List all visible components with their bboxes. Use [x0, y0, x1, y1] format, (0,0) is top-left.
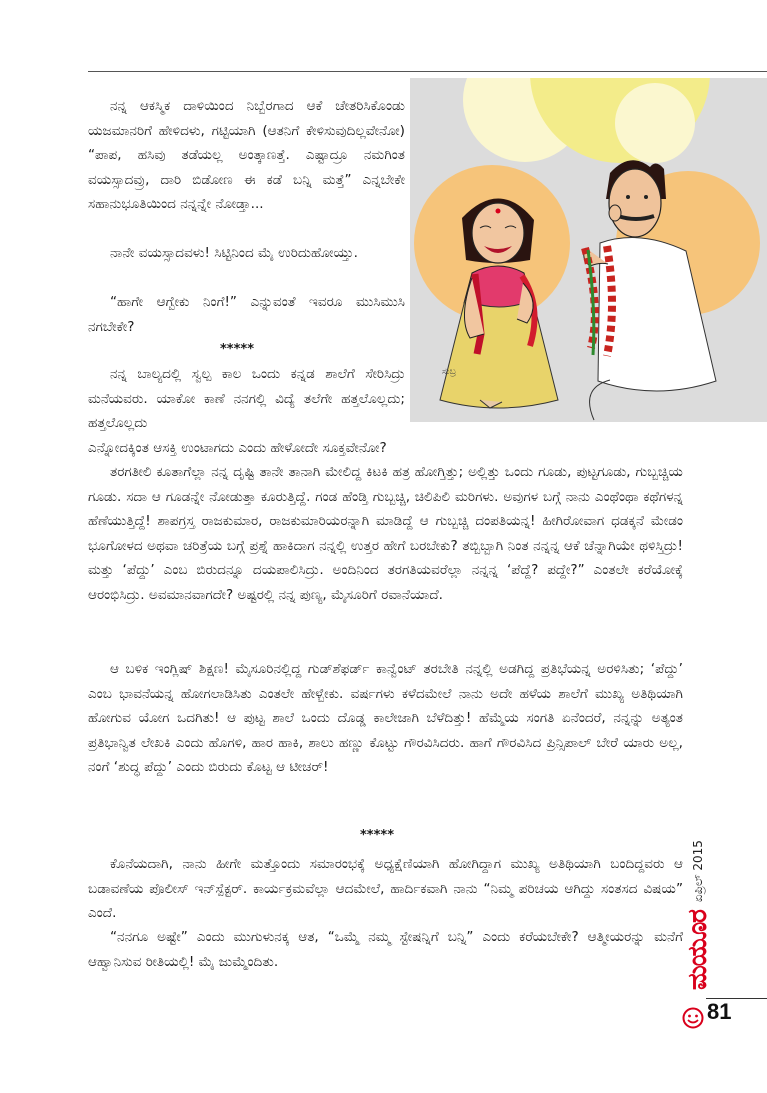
magazine-name: ಮಯೂರ: [683, 910, 713, 990]
paragraph-4-continued: ಎನ್ನೋದಕ್ಕಿಂತ ಆಸಕ್ತಿ ಉಂಟಾಗದು ಎಂದು ಹೇಳೋದೇ ಸೂಕ್ತವೇನೋ?: [88, 440, 387, 456]
section-separator-1: *****: [220, 342, 254, 357]
paragraph-2: ನಾನೇ ವಯಸ್ಸಾದವಳು! ಸಿಟ್ಟಿನಿಂದ ಮೈ ಉರಿದುಹೋಯ್ತು.: [110, 245, 358, 261]
page-number: 81: [707, 999, 732, 1024]
paragraph-1: ನನ್ನ ಆಕಸ್ಮಿಕ ದಾಳಿಯಿಂದ ನಿಬ್ಬೆರಗಾದ ಆಕೆ ಚೇತರಿಸಿಕೊಂಡು ಯಜಮಾನರಿಗೆ ಹೇಳಿದಳು, ಗಟ್ಟಿಯಾಗಿ (ಆತನಿಗೆ ಕೇಳಿಸುವುದಿಲ್ಲವೇನೋ) “ಪಾಪ, ಹಸಿವು ತಡೆಯಲ್ಲ ಅಂತ್ಕಾಣತ್ತೆ. ಎಷ್ಟಾದ್ರೂ ನಮಗಿಂತ ವಯಸ್ಸಾದವ್ರು, ದಾರಿ ಬಿಡೋಣ ಈ ಕಡೆ ಬನ್ನಿ ಮತ್ತೆ” ಎನ್ನಬೇಕೇ ಸಹಾನುಭೂತಿಯಿಂದ ನನ್ನನ್ನೇ ನೋಡ್ತಾ...: [88, 98, 405, 213]
paragraph-7: ಕೊನೆಯದಾಗಿ, ನಾನು ಹೀಗೇ ಮತ್ತೊಂದು ಸಮಾರಂಭಕ್ಕೆ ಅಧ್ಯಕ್ಷೆಣಿಯಾಗಿ ಹೋಗಿದ್ದಾಗ ಮುಖ್ಯ ಅತಿಥಿಯಾಗಿ ಬಂದಿದ್ದವರು ಆ ಬಡಾವಣೆಯ ಪೊಲೀಸ್ ಇನ್‌ಸ್ಪೆಕ್ಟರ್. ಕಾರ್ಯಕ್ರಮವೆಲ್ಲಾ ಆದಮೇಲೆ, ಹಾರ್ದಿಕವಾಗಿ ನಾನು “ನಿಮ್ಮ ಪರಿಚಯ ಆಗಿದ್ದು ಸಂತಸದ ವಿಷಯ” ಎಂದೆ.: [88, 856, 683, 922]
deco-circle-pale-2: [615, 83, 695, 163]
cartoon-drawing: [410, 78, 767, 422]
top-rule: [88, 71, 767, 72]
paragraph-4: ನನ್ನ ಬಾಲ್ಯದಲ್ಲಿ ಸ್ವಲ್ಪ ಕಾಲ ಒಂದು ಕನ್ನಡ ಶಾಲೆಗೆ ಸೇರಿಸಿದ್ರು ಮನೆಯವರು. ಯಾಕೋ ಕಾಣೆ ನನಗಲ್ಲಿ ವಿದ್ಯೆ ತಲೆಗೇ ಹತ್ತಲೊಲ್ಲದು; ಹತ್ತಲೊಲ್ಲದು: [88, 366, 405, 432]
paragraph-5: ತರಗತೀಲಿ ಕೂತಾಗೆಲ್ಲಾ ನನ್ನ ದೃಷ್ಟಿ ತಾನೇ ತಾನಾಗಿ ಮೇಲಿದ್ದ ಕಿಟಕಿ ಹತ್ರ ಹೋಗ್ತಿತ್ತು; ಅಲ್ಲಿತ್ತು ಒಂದು ಗೂಡು, ಪುಟ್ಟಗೂಡು, ಗುಬ್ಬಚ್ಚಿಯ ಗೂಡು. ಸದಾ ಆ ಗೂಡನ್ನೇ ನೋಡುತ್ತಾ ಕೂರುತ್ತಿದ್ದೆ. ಗಂಡ ಹೆಂಡ್ತಿ ಗುಬ್ಬಚ್ಚಿ, ಚಿಲಿಪಿಲಿ ಮರಿಗಳು. ಅವುಗಳ ಬಗ್ಗೆ ನಾನು ಎಂಥೆಂಥಾ ಕಥೆಗಳನ್ನ ಹೆಣೆಯುತ್ತಿದ್ದೆ! ಶಾಪಗ್ರಸ್ತ ರಾಜಕುಮಾರ, ರಾಜಕುಮಾರಿಯರನ್ನಾಗಿ ಮಾಡಿದ್ದೆ ಆ ಗುಬ್ಬಚ್ಚಿ ದಂಪತಿಯನ್ನ! ಹೀಗಿರೋವಾಗ ಧಡಕ್ಕನೆ ಮೇಡಂ ಭೂಗೋಳದ ಅಥವಾ ಚರಿತ್ರೆಯ ಬಗ್ಗೆ ಪ್ರಶ್ನೆ ಹಾಕಿದಾಗ ನನ್ನಲ್ಲಿ ಉತ್ತರ ಹೇಗೆ ಬರಬೇಕು? ತಬ್ಬಿಬ್ಬಾಗಿ ನಿಂತ ನನ್ನನ್ನ ಆಕೆ ಚೆನ್ನಾಗಿಯೇ ಥಳಿಸ್ತಿದ್ರು! ಮತ್ತು ‘ಪೆದ್ದು’ ಎಂಬ ಬಿರುದನ್ನೂ ದಯಪಾಲಿಸಿದ್ರು. ಅಂದಿನಿಂದ ತರಗತಿಯವರೆಲ್ಲಾ ನನ್ನನ್ನ ‘ಪೆದ್ದೆ? ಪದ್ದೇ?” ಎಂತಲೇ ಕರೆಯೋಕ್ಕೆ ಆರಂಭಿಸಿದ್ರು. ಅವಮಾನವಾಗದೇ? ಅಷ್ಟರಲ್ಲಿ ನನ್ನ ಪುಣ್ಯ, ಮೈಸೂರಿಗೆ ರವಾನೆಯಾದೆ.: [88, 464, 683, 603]
magazine-issue: ಏಪ್ರಿಲ್ 2015: [691, 840, 705, 903]
paragraph-3: “ಹಾಗೇ ಆಗ್ಬೇಕು ನಿಂಗೆ!” ಎನ್ನುವಂತೆ ಇವರೂ ಮುಸಿಮುಸಿ ನಗಬೇಕೇ?: [88, 294, 405, 335]
artist-signature: ಸುಬ್ರ: [442, 367, 457, 377]
section-separator-2: *****: [360, 828, 394, 843]
cartoon-illustration: [410, 78, 767, 422]
paragraph-8: “ನನಗೂ ಅಷ್ಟೇ” ಎಂದು ಮುಗುಳುನಕ್ಕ ಆತ, “ಒಮ್ಮೆ ನಮ್ಮ ಸ್ಟೇಷನ್ನಿಗೆ ಬನ್ನಿ” ಎಂದು ಕರೆಯಬೇಕೇ? ಆತ್ಮೀಯರನ್ನು ಮನೆಗೆ ಆಹ್ವಾನಿಸುವ ರೀತಿಯಲ್ಲಿ! ಮೈ ಜುಮ್ಮೆಂದಿತು.: [88, 929, 683, 970]
paragraph-6: ಆ ಬಳಿಕ ಇಂಗ್ಲಿಷ್ ಶಿಕ್ಷಣ! ಮೈಸೂರಿನಲ್ಲಿದ್ದ ಗುಡ್‌ಶೆಫರ್ಡ್ ಕಾನ್ವೆಂಟ್ ತರಬೇತಿ ನನ್ನಲ್ಲಿ ಅಡಗಿದ್ದ ಪ್ರತಿಭೆಯನ್ನ ಅರಳಿಸಿತು; ‘ಪೆದ್ದು’ ಎಂಬ ಭಾವನೆಯನ್ನ ಹೋಗಲಾಡಿಸಿತು ಎಂತಲೇ ಹೇಳ್ಬೇಕು. ವರ್ಷಗಳು ಕಳೆದಮೇಲೆ ನಾನು ಅದೇ ಹಳೆಯ ಶಾಲೆಗೆ ಮುಖ್ಯ ಅತಿಥಿಯಾಗಿ ಹೋಗುವ ಯೋಗ ಒದಗಿತು! ಆ ಪುಟ್ಟ ಶಾಲೆ ಒಂದು ದೊಡ್ಡ ಕಾಲೇಜಾಗಿ ಬೆಳೆದಿತ್ತು! ಹೆಮ್ಮೆಯ ಸಂಗತಿ ಏನೆಂದರೆ, ನನ್ನನ್ನು ಅತ್ಯಂತ ಪ್ರತಿಭಾನ್ವಿತ ಲೇಖಕಿ ಎಂದು ಹೊಗಳಿ, ಹಾರ ಹಾಕಿ, ಶಾಲು ಹಣ್ಣು ಕೊಟ್ಟು ಗೌರವಿಸಿದರು. ಹಾಗೆ ಗೌರವಿಸಿದ ಪ್ರಿನ್ಸಿಪಾಲ್ ಬೇರೆ ಯಾರು ಅಲ್ಲ, ನಂಗೆ ‘ಶುದ್ಧ ಪೆದ್ದು’ ಎಂದು ಬಿರುದು ಕೊಟ್ಟ ಆ ಟೀಚರ್!: [88, 661, 683, 776]
smiley-icon: [682, 1007, 704, 1029]
